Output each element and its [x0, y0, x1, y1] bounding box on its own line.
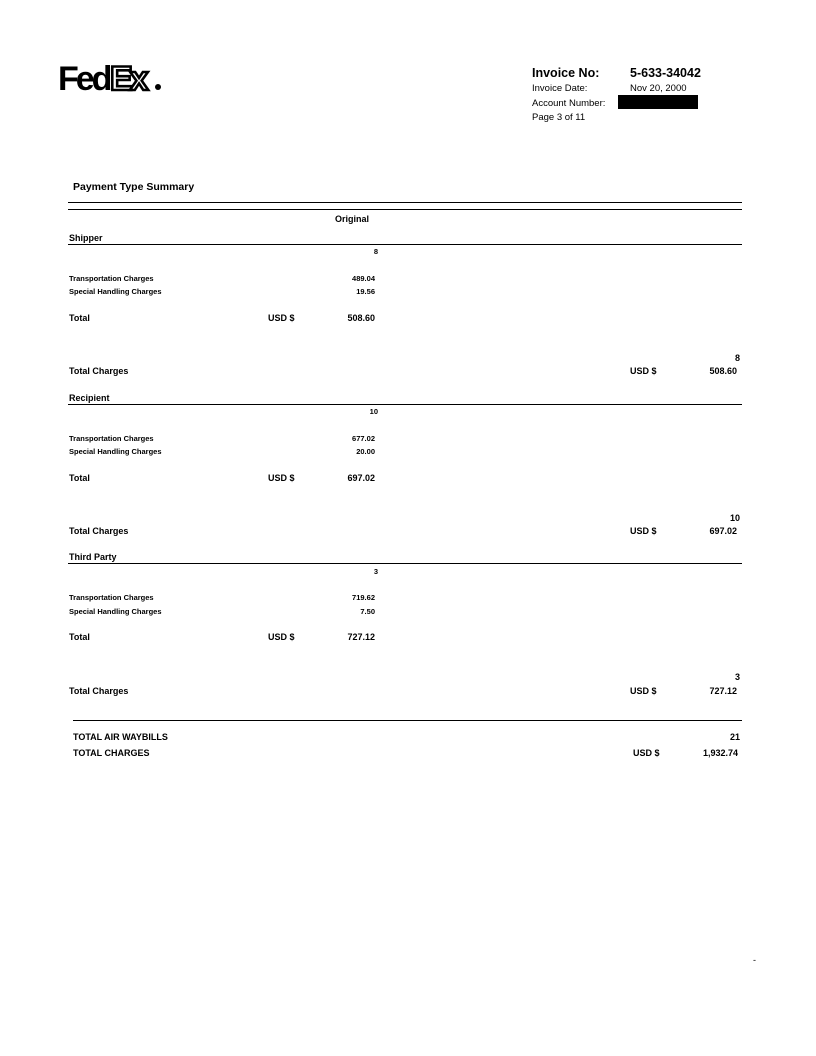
row-label: Special Handling Charges — [69, 607, 162, 616]
total-label: Total — [69, 473, 90, 483]
total-currency: USD $ — [268, 473, 295, 483]
total-charges-currency: USD $ — [630, 366, 657, 376]
total-currency: USD $ — [268, 313, 295, 323]
header-rule-bottom — [68, 209, 742, 210]
total-value: 697.02 — [347, 473, 375, 483]
group-count: 10 — [369, 407, 378, 416]
total-label: Total — [69, 632, 90, 642]
row-label: Transportation Charges — [69, 434, 154, 443]
group-title: Shipper — [69, 233, 103, 243]
header-rule-top — [68, 202, 742, 203]
row-label: Transportation Charges — [69, 274, 154, 283]
group-title: Third Party — [69, 552, 117, 562]
charges-count: 8 — [734, 353, 740, 363]
grand-total-currency: USD $ — [633, 748, 660, 758]
total-air-waybills-value: 21 — [729, 732, 740, 742]
invoice-no-value: 5-633-34042 — [630, 66, 701, 80]
fedex-logo — [58, 56, 166, 100]
column-header-original: Original — [335, 214, 370, 224]
group-rule — [68, 563, 742, 564]
section-title: Payment Type Summary — [73, 181, 195, 193]
row-label: Transportation Charges — [69, 593, 154, 602]
summary-rule — [73, 720, 742, 721]
invoice-no-label: Invoice No: — [532, 66, 600, 80]
corner-mark: - — [753, 955, 756, 965]
row-value: 719.62 — [352, 593, 375, 602]
total-air-waybills-label: TOTAL AIR WAYBILLS — [73, 732, 168, 742]
row-label: Special Handling Charges — [69, 447, 162, 456]
total-charges-label: Total Charges — [69, 366, 129, 376]
row-value: 19.56 — [356, 287, 375, 296]
row-value: 489.04 — [352, 274, 375, 283]
charges-count: 10 — [729, 513, 740, 523]
total-charges-value: 697.02 — [709, 526, 737, 536]
page-number: Page 3 of 11 — [532, 112, 586, 123]
account-number-label: Account Number: — [532, 98, 606, 109]
invoice-date-value: Nov 20, 2000 — [630, 83, 687, 94]
charges-count: 3 — [734, 672, 740, 682]
account-number-redacted — [618, 95, 698, 109]
row-value: 20.00 — [356, 447, 375, 456]
fedex-logo-graphic — [58, 56, 166, 100]
grand-total-charges-value: 1,932.74 — [702, 748, 738, 758]
total-charges-currency: USD $ — [630, 686, 657, 696]
group-count: 8 — [373, 247, 378, 256]
total-value: 727.12 — [347, 632, 375, 642]
row-value: 7.50 — [360, 607, 375, 616]
group-count: 3 — [373, 567, 378, 576]
group-rule — [68, 244, 742, 245]
total-charges-value: 727.12 — [709, 686, 737, 696]
svg-text:Ex: Ex — [110, 60, 146, 98]
row-label: Special Handling Charges — [69, 287, 162, 296]
svg-text:Fed: Fed — [58, 60, 110, 98]
group-title: Recipient — [69, 393, 110, 403]
invoice-date-label: Invoice Date: — [532, 83, 588, 94]
row-value: 677.02 — [352, 434, 375, 443]
total-charges-label: Total Charges — [69, 686, 129, 696]
total-charges-currency: USD $ — [630, 526, 657, 536]
total-charges-value: 508.60 — [709, 366, 737, 376]
total-charges-label: Total Charges — [69, 526, 129, 536]
grand-total-charges-label: TOTAL CHARGES — [73, 748, 150, 758]
total-value: 508.60 — [347, 313, 375, 323]
total-currency: USD $ — [268, 632, 295, 642]
group-rule — [68, 404, 742, 405]
total-label: Total — [69, 313, 90, 323]
